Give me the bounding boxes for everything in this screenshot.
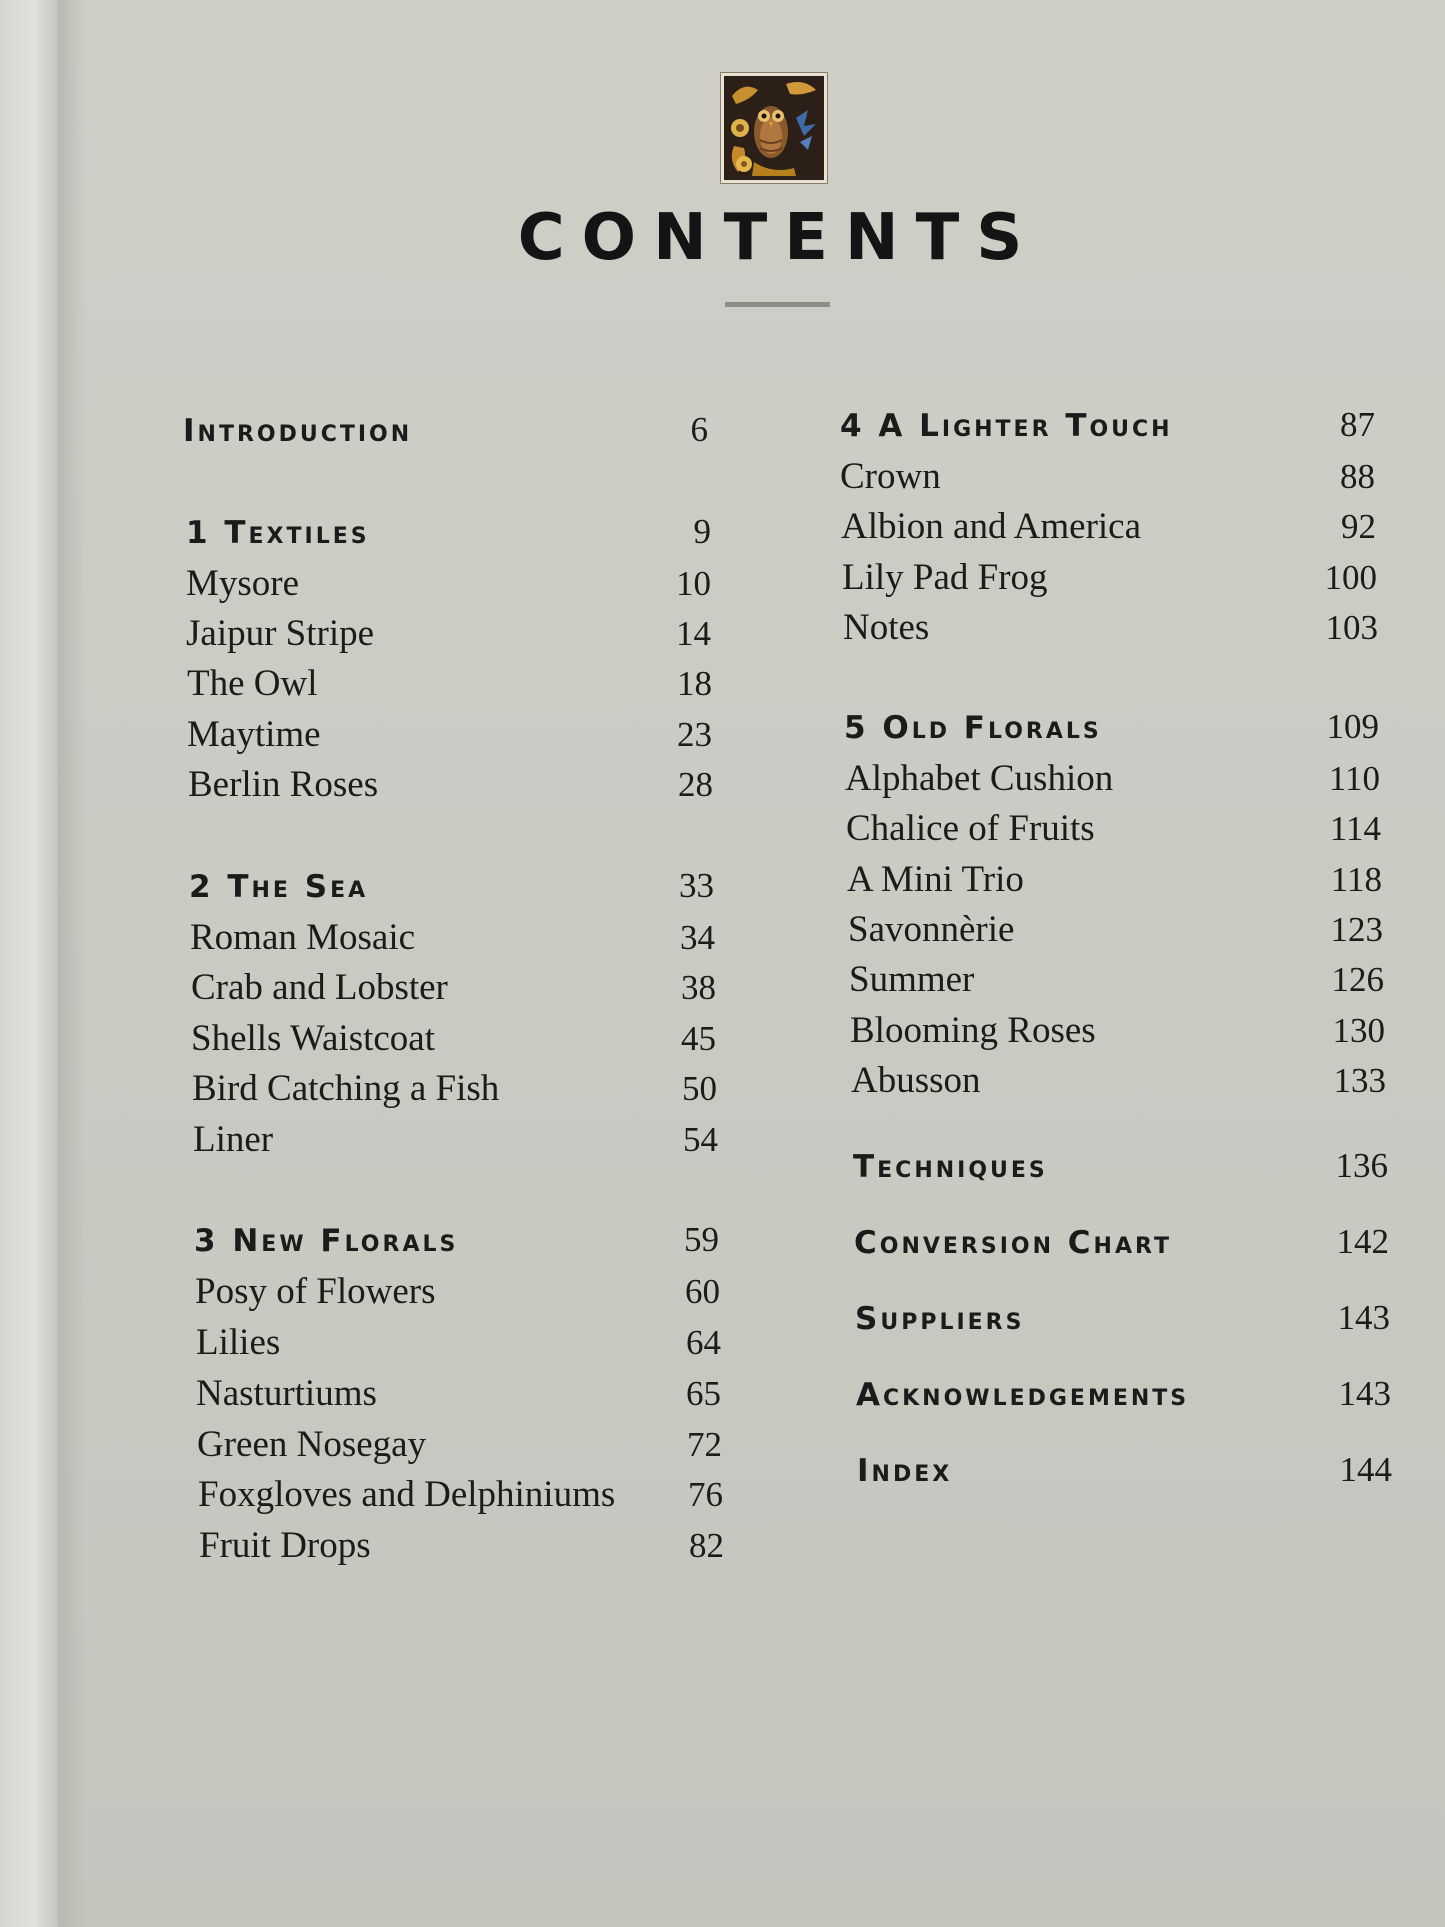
- toc-entry-page: 142: [1336, 1222, 1389, 1261]
- toc-entry: [190, 916, 715, 962]
- toc-entry-page: 103: [1325, 608, 1378, 647]
- toc-entry-label: Blooming Roses: [850, 1010, 1096, 1051]
- toc-entry: [856, 1374, 1391, 1420]
- toc-entry: [192, 1067, 717, 1113]
- toc-entry-page: 109: [1326, 707, 1379, 746]
- toc-entry-label: Berlin Roses: [188, 764, 379, 805]
- page-title: CONTENTS: [517, 201, 1040, 275]
- toc-entry-page: 65: [686, 1374, 721, 1413]
- page-edge: [0, 0, 58, 1927]
- toc-entry-label: Fruit Drops: [199, 1525, 371, 1566]
- toc-entry: [844, 707, 1379, 753]
- toc-entry-page: 82: [689, 1526, 724, 1565]
- toc-entry-label: Abusson: [851, 1060, 981, 1101]
- toc-entry-page: 54: [683, 1120, 718, 1159]
- toc-entry-page: 9: [693, 512, 711, 551]
- toc-entry-page: 136: [1335, 1146, 1388, 1185]
- toc-entry-page: 10: [676, 564, 711, 603]
- toc-entry-label: Savonnèrie: [848, 909, 1015, 950]
- toc-entry-page: 123: [1330, 910, 1383, 949]
- toc-entry-label: 1 Textiles: [186, 515, 370, 551]
- toc-entry: [851, 1059, 1386, 1105]
- toc-entry-page: 28: [678, 765, 713, 804]
- toc-entry-label: Green Nosegay: [197, 1424, 427, 1465]
- toc-entry: [186, 612, 711, 658]
- toc-entry-label: Bird Catching a Fish: [192, 1068, 500, 1109]
- toc-entry: [840, 455, 1375, 501]
- toc-entry-page: 92: [1341, 507, 1376, 546]
- toc-entry-page: 64: [686, 1323, 721, 1362]
- toc-entry-page: 60: [685, 1272, 720, 1311]
- toc-entry-page: 88: [1340, 457, 1375, 496]
- toc-entry: [848, 908, 1383, 954]
- toc-entry: [845, 757, 1380, 803]
- toc-entry-label: Albion and America: [841, 506, 1142, 547]
- toc-entry: [846, 807, 1381, 853]
- toc-entry-label: 2 The Sea: [189, 869, 369, 905]
- toc-entry: [198, 1473, 723, 1519]
- toc-entry: [187, 713, 712, 759]
- toc-entry-page: 34: [680, 918, 715, 957]
- toc-entry-label: Conversion Chart: [854, 1225, 1172, 1261]
- toc-entry-page: 76: [688, 1475, 723, 1514]
- toc-entry-label: Crown: [840, 456, 941, 497]
- toc-entry: [849, 958, 1384, 1004]
- toc-entry: [191, 966, 716, 1012]
- toc-entry: [853, 1146, 1388, 1192]
- toc-entry: [196, 1321, 721, 1367]
- toc-entry-label: Shells Waistcoat: [191, 1018, 436, 1059]
- toc-entry-page: 126: [1331, 960, 1384, 999]
- toc-entry-page: 110: [1328, 759, 1380, 798]
- toc-entry-label: The Owl: [187, 663, 318, 704]
- toc-entry-page: 144: [1339, 1450, 1392, 1489]
- toc-entry-label: Liner: [193, 1119, 274, 1160]
- toc-entry-label: Techniques: [853, 1149, 1048, 1185]
- toc-entry-page: 133: [1333, 1061, 1386, 1100]
- toc-entry-label: Index: [857, 1453, 953, 1489]
- toc-entry-label: A Mini Trio: [847, 859, 1024, 900]
- toc-entry-label: Summer: [849, 959, 975, 1000]
- toc-entry-page: 14: [676, 614, 711, 653]
- toc-entry-page: 23: [677, 715, 712, 754]
- toc-entry: [197, 1423, 722, 1469]
- toc-entry: [850, 1009, 1385, 1055]
- toc-entry-page: 6: [690, 410, 708, 449]
- toc-entry-page: 143: [1338, 1374, 1391, 1413]
- toc-entry-label: Acknowledgements: [856, 1377, 1190, 1413]
- toc-entry: [857, 1450, 1392, 1496]
- page-gutter-shadow: [58, 0, 86, 1927]
- toc-entry: [854, 1222, 1389, 1268]
- toc-entry-page: 114: [1329, 809, 1381, 848]
- toc-entry-label: Mysore: [186, 563, 300, 604]
- toc-entry-label: Nasturtiums: [196, 1373, 377, 1414]
- toc-entry-label: Crab and Lobster: [191, 967, 448, 1008]
- toc-entry-page: 59: [684, 1220, 719, 1259]
- toc-entry: [847, 858, 1382, 904]
- toc-entry-label: Alphabet Cushion: [845, 758, 1114, 799]
- toc-entry: [189, 866, 714, 912]
- toc-entry-page: 118: [1330, 860, 1382, 899]
- toc-entry: [186, 512, 711, 558]
- toc-entry: [840, 405, 1375, 451]
- toc-entry-label: Lily Pad Frog: [842, 557, 1048, 598]
- toc-entry: [855, 1298, 1390, 1344]
- toc-entry-label: Chalice of Fruits: [846, 808, 1095, 849]
- toc-entry: [187, 662, 712, 708]
- toc-entry-page: 87: [1340, 405, 1375, 444]
- toc-entry-label: Foxgloves and Delphiniums: [198, 1474, 616, 1515]
- toc-entry-page: 50: [682, 1069, 717, 1108]
- toc-entry-label: Suppliers: [855, 1301, 1025, 1337]
- toc-entry-page: 38: [681, 968, 716, 1007]
- toc-entry: [196, 1372, 721, 1418]
- toc-entry-page: 143: [1337, 1298, 1390, 1337]
- toc-entry-label: Introduction: [183, 413, 413, 449]
- toc-entry-page: 130: [1332, 1011, 1385, 1050]
- toc-entry-page: 72: [687, 1425, 722, 1464]
- toc-entry: [194, 1220, 719, 1266]
- toc-entry: [186, 562, 711, 608]
- toc-entry-label: 4 A Lighter Touch: [840, 408, 1173, 444]
- toc-entry: [195, 1270, 720, 1316]
- owl-emblem-icon: [721, 73, 827, 183]
- toc-entry-page: 33: [679, 866, 714, 905]
- title-divider: [725, 302, 830, 307]
- toc-entry: [188, 763, 713, 809]
- toc-entry-label: Maytime: [187, 714, 321, 755]
- toc-entry-label: Jaipur Stripe: [186, 613, 375, 654]
- toc-entry-label: Notes: [843, 607, 930, 648]
- toc-entry-page: 18: [677, 664, 712, 703]
- toc-entry-page: 100: [1324, 558, 1377, 597]
- toc-entry: [843, 606, 1378, 652]
- toc-entry: [183, 410, 708, 456]
- toc-entry: [842, 556, 1377, 602]
- toc-entry-page: 45: [681, 1019, 716, 1058]
- toc-entry-label: 3 New Florals: [194, 1223, 459, 1259]
- toc-entry-label: 5 Old Florals: [844, 710, 1102, 746]
- toc-entry-label: Posy of Flowers: [195, 1271, 436, 1312]
- toc-entry-label: Lilies: [196, 1322, 281, 1363]
- toc-entry: [191, 1017, 716, 1063]
- toc-entry: [841, 505, 1376, 551]
- toc-entry-label: Roman Mosaic: [190, 917, 416, 958]
- toc-entry: [193, 1118, 718, 1164]
- toc-entry: [199, 1524, 724, 1570]
